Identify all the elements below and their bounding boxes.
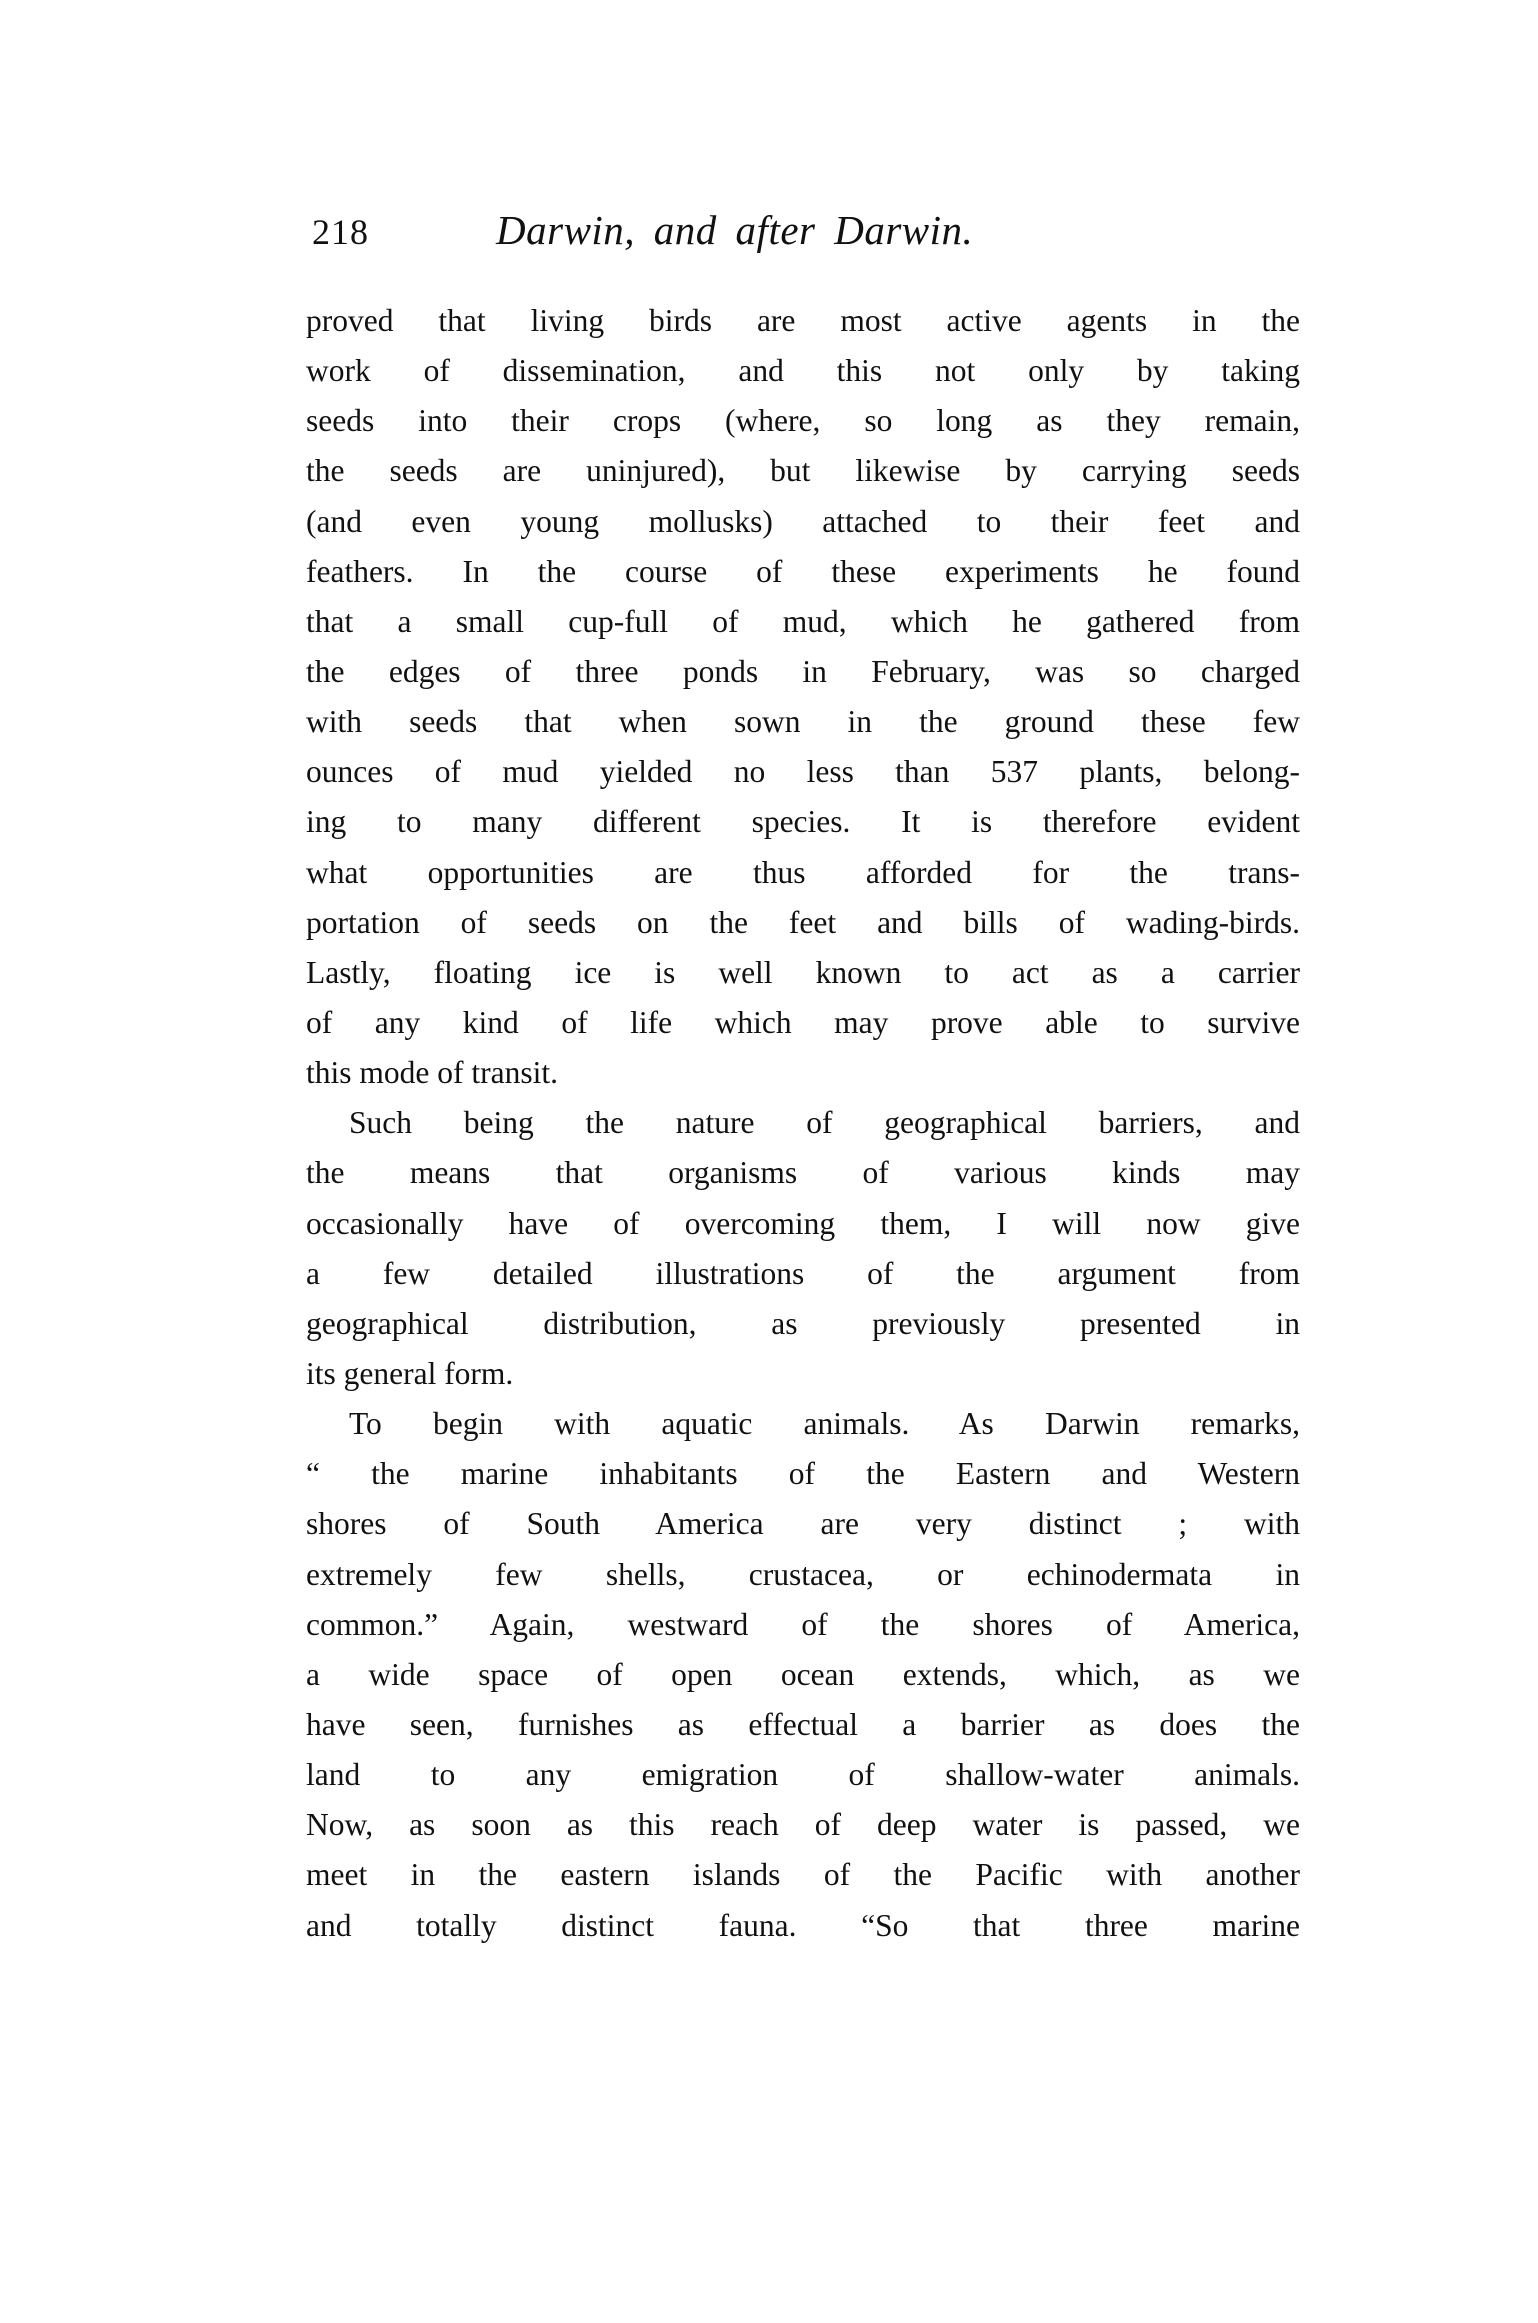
running-head — [308, 200, 1303, 260]
text-line: extremely few shells, crustacea, or echinodermata in — [306, 1556, 1300, 1592]
text-line: feathers. In the course of these experiments he found — [306, 553, 1300, 589]
text-line: shores of South America are very distinct ; with — [306, 1506, 1300, 1542]
text-line: meet in the eastern islands of the Pacific with another — [306, 1857, 1300, 1893]
text-line: proved that living birds are most active agents in the — [306, 303, 1300, 338]
text-line: ounces of mud yielded no less than 537 plants, belong- — [306, 754, 1300, 790]
text-line: land to any emigration of shallow-water animals. — [306, 1757, 1300, 1793]
paragraph — [306, 1098, 1300, 1399]
text-line: Now, as soon as this reach of deep water is passed, we — [306, 1807, 1300, 1843]
text-line: its general form. — [306, 1355, 514, 1391]
text-line: of any kind of life which may prove able to survive — [306, 1004, 1300, 1040]
page-number: 218 — [312, 212, 369, 252]
text-line: geographical distribution, as previously presented in — [306, 1305, 1300, 1341]
text-line: the edges of three ponds in February, was so charged — [306, 653, 1300, 689]
text-line: have seen, furnishes as effectual a barrier as does the — [306, 1706, 1300, 1742]
paragraph — [306, 1399, 1300, 1951]
text-line: that a small cup-full of mud, which he gathered from — [306, 603, 1300, 639]
text-line: ing to many different species. It is therefore evident — [306, 804, 1300, 840]
text-line: common.” Again, westward of the shores of America, — [306, 1606, 1300, 1642]
text-line: Such being the nature of geographical barriers, and — [349, 1105, 1300, 1141]
text-line: portation of seeds on the feet and bills of wading-birds. — [306, 904, 1300, 940]
text-line: this mode of transit. — [306, 1055, 558, 1091]
text-line: seeds into their crops (where, so long as they remain, — [306, 403, 1300, 439]
body-text — [306, 296, 1300, 1951]
paragraph — [306, 296, 1300, 1098]
running-title: Darwin, and after Darwin. — [496, 207, 974, 253]
text-line: the seeds are uninjured), but likewise by carrying seeds — [306, 453, 1300, 489]
text-line: occasionally have of overcoming them, I will now give — [306, 1205, 1300, 1241]
text-line: a wide space of open ocean extends, which, as we — [306, 1656, 1300, 1692]
text-line: Lastly, floating ice is well known to act as a carrier — [306, 954, 1300, 990]
text-line: with seeds that when sown in the ground these few — [306, 704, 1300, 740]
text-line: work of dissemination, and this not only by taking — [306, 353, 1300, 389]
text-line: “ the marine inhabitants of the Eastern and Western — [306, 1456, 1300, 1492]
text-line: and totally distinct fauna. “So that three marine — [306, 1907, 1300, 1943]
text-line: (and even young mollusks) attached to their feet and — [306, 503, 1300, 539]
text-line: what opportunities are thus afforded for the trans- — [306, 854, 1300, 890]
text-line: a few detailed illustrations of the argument from — [306, 1255, 1300, 1291]
text-line: the means that organisms of various kinds may — [306, 1155, 1300, 1191]
text-line: To begin with aquatic animals. As Darwin remarks, — [349, 1406, 1300, 1442]
